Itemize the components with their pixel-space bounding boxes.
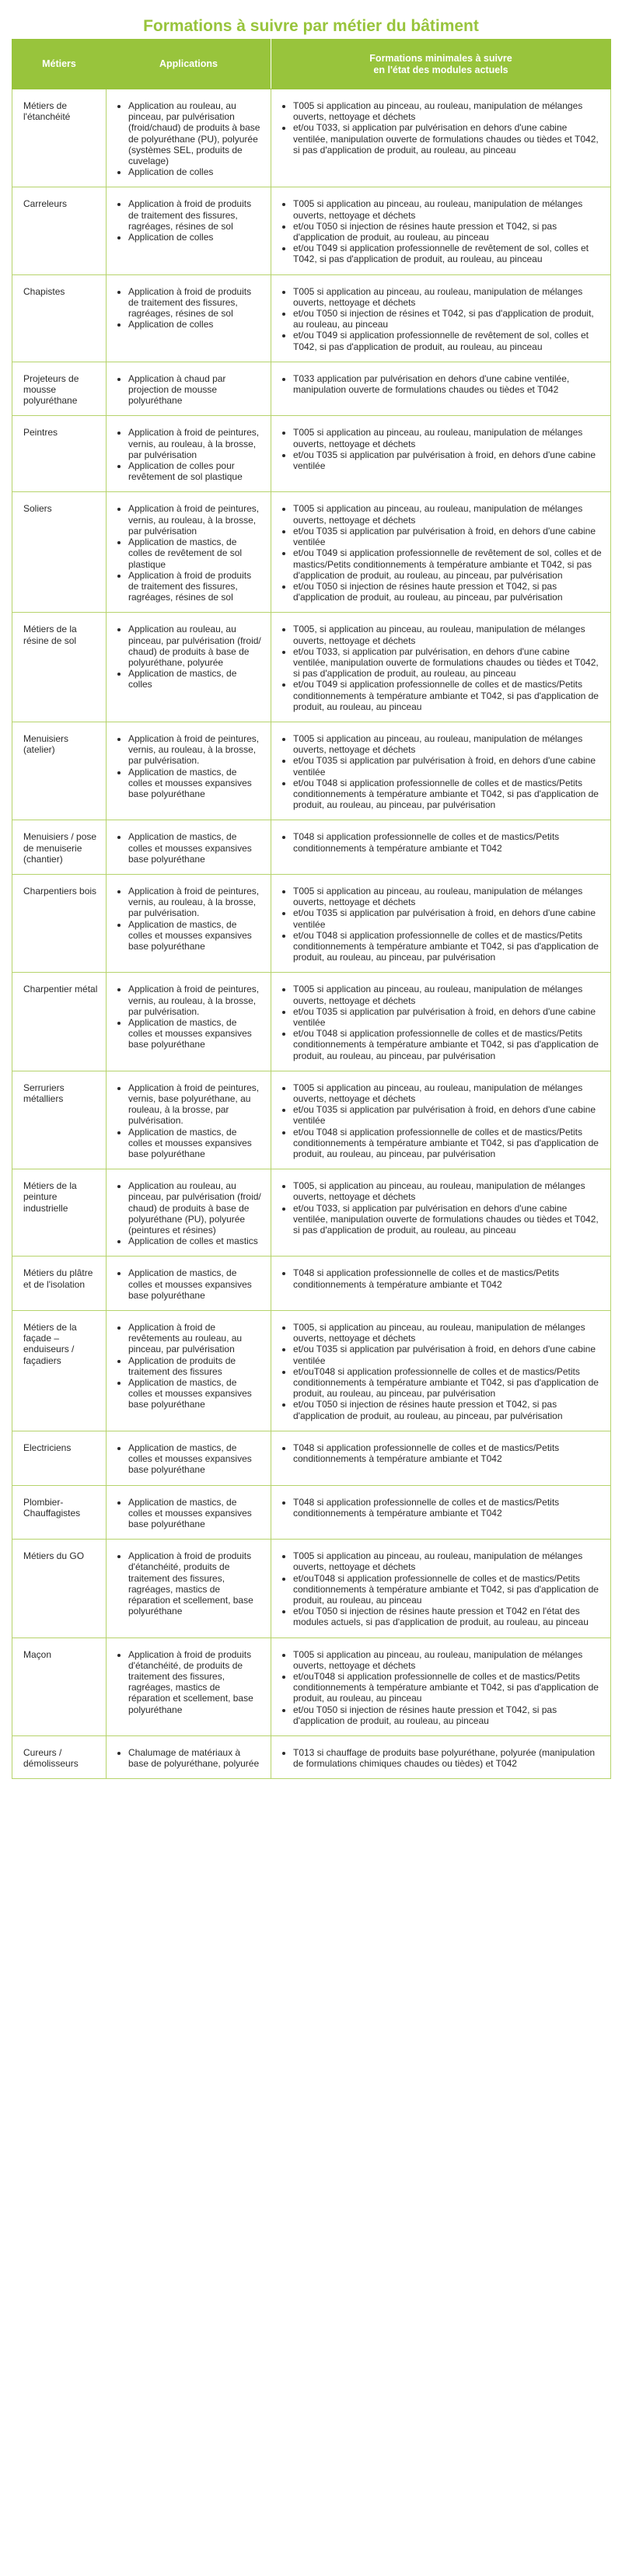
application-item: • Application de mastics, de colles et mousses expansives base polyuréthane bbox=[128, 1017, 263, 1050]
formations-cell bbox=[271, 820, 611, 875]
application-item: • Application de colles bbox=[128, 319, 263, 330]
applications-cell-list bbox=[116, 1747, 263, 1769]
application-item: • Application à froid de peintures, vernis, au rouleau, à la brosse, par pulvérisation bbox=[128, 427, 263, 460]
table-row bbox=[12, 416, 611, 492]
application-item: • Application à froid de peintures, vernis, base polyuréthane, au rouleau, à la brosse, par pulvérisation. bbox=[128, 1082, 263, 1127]
applications-cell-list bbox=[116, 886, 263, 952]
application-item: • Application de colles bbox=[128, 166, 263, 177]
metier-cell: Peintres bbox=[12, 416, 107, 492]
formation-item: • T005 si application au pinceau, au rouleau, manipulation de mélanges ouverts, nettoyage et déchets bbox=[293, 100, 603, 122]
application-item: • Application de produits de traitement des fissures bbox=[128, 1355, 263, 1377]
metier-cell: Serruriers métalliers bbox=[12, 1071, 107, 1169]
metier-cell: Soliers bbox=[12, 492, 107, 613]
application-item: • Application au rouleau, au pinceau, par pulvérisation (froid/ chaud) de produits à base de polyuréthane (PU), polyurée (peintures et résines) bbox=[128, 1180, 263, 1236]
metier-cell: Métiers de la peinture industrielle bbox=[12, 1169, 107, 1257]
formation-item: • T005 si application au pinceau, au rouleau, manipulation de mélanges ouverts, nettoyage et déchets bbox=[293, 1550, 603, 1572]
formation-item: • et/ou T048 si application professionnelle de colles et de mastics/Petits conditionnements à température ambiante et T042, si pas d'application de produit, au rouleau, au pinceau, par pulvérisation bbox=[293, 778, 603, 811]
applications-cell-list bbox=[116, 286, 263, 330]
metier-cell: Métiers de la résine de sol bbox=[12, 613, 107, 722]
formation-item: • et/ou T035 si application par pulvérisation à froid, en dehors d'une cabine ventilée bbox=[293, 449, 603, 471]
header-formations-line1: Formations minimales à suivre bbox=[369, 52, 512, 64]
formation-item: • T005 si application au pinceau, au rouleau, manipulation de mélanges ouverts, nettoyage et déchets bbox=[293, 1649, 603, 1671]
formation-item: • T048 si application professionnelle de colles et de mastics/Petits conditionnements à température ambiante et T042 bbox=[293, 1497, 603, 1519]
application-item: • Application de colles pour revêtement de sol plastique bbox=[128, 460, 263, 482]
formation-item: • T005 si application au pinceau, au rouleau, manipulation de mélanges ouverts, nettoyage et déchets bbox=[293, 503, 603, 525]
application-item: • Application à froid de peintures, vernis, au rouleau, à la brosse, par pulvérisation. bbox=[128, 886, 263, 919]
formation-item: • et/ou T049 si application professionnelle de colles et de mastics/Petits conditionnements à température ambiante et T042, si pas d'application de produit, au rouleau, au pinceau bbox=[293, 679, 603, 712]
formation-item: • et/ou T050 si injection de résines haute pression et T042, si pas d'application de produit, au rouleau, au pinceau bbox=[293, 1704, 603, 1726]
application-item: • Application à froid de peintures, vernis, au rouleau, à la brosse, par pulvérisation. bbox=[128, 733, 263, 767]
applications-cell-list bbox=[116, 1442, 263, 1476]
formations-cell-list bbox=[281, 1497, 603, 1519]
formations-cell-list bbox=[281, 1649, 603, 1726]
formation-item: • et/ou T035 si application par pulvérisation à froid, en dehors d'une cabine ventilée bbox=[293, 1104, 603, 1126]
formations-cell bbox=[271, 1431, 611, 1485]
applications-cell-list bbox=[116, 1082, 263, 1159]
formation-item: • et/ouT048 si application professionnelle de colles et de mastics/Petits conditionnements à température ambiante et T042, si pas d'application de produit, au rouleau, au pinceau bbox=[293, 1573, 603, 1606]
formations-cell-list bbox=[281, 831, 603, 853]
header-metiers: Métiers bbox=[12, 40, 107, 89]
applications-cell-list bbox=[116, 1267, 263, 1301]
formation-item: • et/ou T050 si injection de résines haute pression et T042, si pas d'application de produit, au rouleau, au pinceau, par pulvérisation bbox=[293, 1399, 603, 1421]
formation-item: • et/ou T050 si injection de résines haute pression et T042, si pas d'application de produit, au rouleau, au pinceau, par pulvérisation bbox=[293, 581, 603, 603]
formation-item: • T005 si application au pinceau, au rouleau, manipulation de mélanges ouverts, nettoyage et déchets bbox=[293, 984, 603, 1005]
formations-cell bbox=[271, 492, 611, 613]
formations-cell-list bbox=[281, 1082, 603, 1159]
formation-item: • et/ou T048 si application professionnelle de colles et de mastics/Petits conditionnements à température ambiante et T042, si pas d'application de produit, au rouleau, au pinceau, par pulvérisation bbox=[293, 930, 603, 963]
table-row bbox=[12, 874, 611, 972]
applications-cell-list bbox=[116, 831, 263, 865]
formations-cell bbox=[271, 1638, 611, 1735]
formations-cell-list bbox=[281, 1550, 603, 1627]
formations-cell-list bbox=[281, 427, 603, 471]
applications-cell-list bbox=[116, 1550, 263, 1617]
formations-cell-list bbox=[281, 984, 603, 1061]
applications-cell-list bbox=[116, 1497, 263, 1530]
application-item: • Application de mastics, de colles et mousses expansives base polyuréthane bbox=[128, 767, 263, 800]
formations-cell-list bbox=[281, 733, 603, 810]
table-body bbox=[12, 89, 611, 1779]
table-row bbox=[12, 722, 611, 820]
application-item: • Application de mastics, de colles et mousses expansives base polyuréthane bbox=[128, 831, 263, 865]
formation-item: • T005 si application au pinceau, au rouleau, manipulation de mélanges ouverts, nettoyage et déchets bbox=[293, 286, 603, 308]
formation-item: • T005 si application au pinceau, au rouleau, manipulation de mélanges ouverts, nettoyage et déchets bbox=[293, 1082, 603, 1104]
formations-cell bbox=[271, 1735, 611, 1778]
applications-cell bbox=[107, 1638, 271, 1735]
metier-cell: Métiers de la façade – enduiseurs / façadiers bbox=[12, 1311, 107, 1431]
table-row bbox=[12, 1485, 611, 1540]
applications-cell bbox=[107, 89, 271, 187]
formation-item: • T005 si application au pinceau, au rouleau, manipulation de mélanges ouverts, nettoyage et déchets bbox=[293, 886, 603, 907]
formations-cell bbox=[271, 973, 611, 1071]
formation-item: • T048 si application professionnelle de colles et de mastics/Petits conditionnements à température ambiante et T042 bbox=[293, 1442, 603, 1464]
formation-item: • T005 si application au pinceau, au rouleau, manipulation de mélanges ouverts, nettoyage et déchets bbox=[293, 427, 603, 449]
formations-cell bbox=[271, 1071, 611, 1169]
formations-cell-list bbox=[281, 624, 603, 712]
table-row bbox=[12, 1071, 611, 1169]
metier-cell: Métiers du GO bbox=[12, 1540, 107, 1638]
formation-item: • T005 si application au pinceau, au rouleau, manipulation de mélanges ouverts, nettoyage et déchets bbox=[293, 198, 603, 220]
formations-cell-list bbox=[281, 1322, 603, 1421]
formations-cell bbox=[271, 274, 611, 362]
formations-cell-list bbox=[281, 1747, 603, 1769]
formations-cell-list bbox=[281, 286, 603, 352]
application-item: • Application à froid de produits d'étanchéité, produits de traitement des fissures, ragréages, mastics de réparation et scellement, base polyuréthane bbox=[128, 1550, 263, 1617]
formation-item: • et/ou T035 si application par pulvérisation à froid, en dehors d'une cabine ventilée bbox=[293, 755, 603, 777]
applications-cell-list bbox=[116, 373, 263, 407]
formations-cell-list bbox=[281, 198, 603, 264]
metier-cell: Métiers de l'étanchéité bbox=[12, 89, 107, 187]
table-row bbox=[12, 973, 611, 1071]
formations-table bbox=[12, 39, 611, 1779]
applications-cell-list bbox=[116, 1649, 263, 1715]
applications-cell bbox=[107, 416, 271, 492]
applications-cell-list bbox=[116, 984, 263, 1050]
table-row bbox=[12, 1540, 611, 1638]
formations-cell bbox=[271, 1311, 611, 1431]
formation-item: • et/ou T049 si application professionnelle de revêtement de sol, colles et T042, si pas d'application de produit, au rouleau, au pinceau bbox=[293, 330, 603, 351]
formations-cell-list bbox=[281, 373, 603, 395]
application-item: • Application au rouleau, au pinceau, par pulvérisation (froid/ chaud) de produits à base de polyuréthane, polyurée bbox=[128, 624, 263, 668]
application-item: • Application de mastics, de colles de revêtement de sol plastique bbox=[128, 537, 263, 570]
application-item: • Application de mastics, de colles et mousses expansives base polyuréthane bbox=[128, 919, 263, 952]
applications-cell bbox=[107, 1431, 271, 1485]
applications-cell bbox=[107, 820, 271, 875]
page bbox=[12, 0, 610, 1779]
application-item: • Application à froid de revêtements au rouleau, au pinceau, par pulvérisation bbox=[128, 1322, 263, 1355]
applications-cell bbox=[107, 274, 271, 362]
applications-cell bbox=[107, 1540, 271, 1638]
metier-cell: Plombier-Chauffagistes bbox=[12, 1485, 107, 1540]
formations-cell bbox=[271, 362, 611, 416]
formations-cell-list bbox=[281, 886, 603, 963]
application-item: • Chalumage de matériaux à base de polyuréthane, polyurée bbox=[128, 1747, 263, 1769]
applications-cell-list bbox=[116, 733, 263, 799]
table-row bbox=[12, 187, 611, 274]
applications-cell-list bbox=[116, 1180, 263, 1246]
header-formations-line2: en l'état des modules actuels bbox=[373, 64, 508, 75]
metier-cell: Menuisiers (atelier) bbox=[12, 722, 107, 820]
formation-item: • et/ou T035 si application par pulvérisation à froid, en dehors d'une cabine ventilée bbox=[293, 1344, 603, 1365]
formations-cell bbox=[271, 89, 611, 187]
formation-item: • T005 si application au pinceau, au rouleau, manipulation de mélanges ouverts, nettoyage et déchets bbox=[293, 733, 603, 755]
metier-cell: Maçon bbox=[12, 1638, 107, 1735]
metier-cell: Cureurs / démolisseurs bbox=[12, 1735, 107, 1778]
formations-cell bbox=[271, 1169, 611, 1257]
table-row bbox=[12, 362, 611, 416]
formation-item: • T013 si chauffage de produits base polyuréthane, polyurée (manipulation de formulations chimiques chaudes ou tièdes) et T042 bbox=[293, 1747, 603, 1769]
application-item: • Application à froid de produits de traitement des fissures, ragréages, résines de sol bbox=[128, 286, 263, 320]
formations-cell bbox=[271, 874, 611, 972]
application-item: • Application de mastics, de colles et mousses expansives base polyuréthane bbox=[128, 1127, 263, 1160]
applications-cell bbox=[107, 1311, 271, 1431]
applications-cell bbox=[107, 874, 271, 972]
applications-cell-list bbox=[116, 1322, 263, 1410]
formation-item: • et/ou T033, si application par pulvérisation en dehors d'une cabine ventilée, manipulation ouverte de formulations chaudes ou tièdes et T042, si pas d'application de produit, au rouleau, au pinceau bbox=[293, 122, 603, 156]
applications-cell bbox=[107, 187, 271, 274]
applications-cell-list bbox=[116, 624, 263, 690]
application-item: • Application de mastics, de colles bbox=[128, 668, 263, 690]
applications-cell-list bbox=[116, 427, 263, 482]
formations-cell bbox=[271, 1540, 611, 1638]
application-item: • Application au rouleau, au pinceau, par pulvérisation (froid/chaud) de produits à base de polyuréthane (PU), polyurée (systèmes SEL, produits de cuvelage) bbox=[128, 100, 263, 166]
formation-item: • et/ou T050 si injection de résines et T042, si pas d'application de produit, au rouleau, au pinceau bbox=[293, 308, 603, 330]
table-row bbox=[12, 492, 611, 613]
table-row bbox=[12, 1638, 611, 1735]
applications-cell-list bbox=[116, 503, 263, 603]
application-item: • Application de mastics, de colles et mousses expansives base polyuréthane bbox=[128, 1377, 263, 1410]
metier-cell: Charpentier métal bbox=[12, 973, 107, 1071]
header-row bbox=[12, 40, 611, 89]
formations-cell-list bbox=[281, 503, 603, 603]
page-title: Formations à suivre par métier du bâtiment bbox=[143, 17, 479, 35]
formation-item: • et/ouT048 si application professionnelle de colles et de mastics/Petits conditionnements à température ambiante et T042, si pas d'application de produit, au rouleau, au pinceau bbox=[293, 1671, 603, 1704]
metier-cell: Chapistes bbox=[12, 274, 107, 362]
application-item: • Application à chaud par projection de mousse polyuréthane bbox=[128, 373, 263, 407]
applications-cell bbox=[107, 362, 271, 416]
formation-item: • et/ou T035 si application par pulvérisation à froid, en dehors d'une cabine ventilée bbox=[293, 907, 603, 929]
applications-cell bbox=[107, 1169, 271, 1257]
table-row bbox=[12, 1169, 611, 1257]
table-row bbox=[12, 1257, 611, 1311]
metier-cell: Menuisiers / pose de menuiserie (chantier) bbox=[12, 820, 107, 875]
metier-cell: Electriciens bbox=[12, 1431, 107, 1485]
formations-cell bbox=[271, 416, 611, 492]
application-item: • Application à froid de produits d'étanchéité, de produits de traitement des fissures, ragréages, mastics de réparation et scellement, base polyuréthane bbox=[128, 1649, 263, 1715]
application-item: • Application à froid de produits de traitement des fissures, ragréages, résines de sol bbox=[128, 570, 263, 603]
applications-cell bbox=[107, 1735, 271, 1778]
applications-cell-list bbox=[116, 198, 263, 243]
table-row bbox=[12, 1735, 611, 1778]
formations-cell bbox=[271, 1485, 611, 1540]
header-formations bbox=[271, 40, 611, 89]
formations-cell-list bbox=[281, 1442, 603, 1464]
applications-cell bbox=[107, 1071, 271, 1169]
formation-item: • T005, si application au pinceau, au rouleau, manipulation de mélanges ouverts, nettoyage et déchets bbox=[293, 1322, 603, 1344]
application-item: • Application de colles bbox=[128, 232, 263, 243]
application-item: • Application de mastics, de colles et mousses expansives base polyuréthane bbox=[128, 1442, 263, 1476]
applications-cell bbox=[107, 1257, 271, 1311]
header-applications: Applications bbox=[107, 40, 271, 89]
application-item: • Application de colles et mastics bbox=[128, 1236, 263, 1246]
formation-item: • T033 application par pulvérisation en dehors d'une cabine ventilée, manipulation ouverte de formulations chaudes ou tièdes et T042 bbox=[293, 373, 603, 395]
table-row bbox=[12, 820, 611, 875]
applications-cell-list bbox=[116, 100, 263, 177]
applications-cell bbox=[107, 492, 271, 613]
formation-item: • et/ou T033, si application par pulvérisation, en dehors d'une cabine ventilée, manipulation ouverte de formulations chaudes ou tièdes et T042, si pas d'application de produit, au rouleau, au pinceau bbox=[293, 646, 603, 680]
formations-cell-list bbox=[281, 100, 603, 156]
formation-item: • T048 si application professionnelle de colles et de mastics/Petits conditionnements à température ambiante et T042 bbox=[293, 1267, 603, 1289]
formation-item: • et/ou T048 si application professionnelle de colles et de mastics/Petits conditionnements à température ambiante et T042, si pas d'application de produit, au rouleau, au pinceau, par pulvérisation bbox=[293, 1127, 603, 1160]
application-item: • Application à froid de peintures, vernis, au rouleau, à la brosse, par pulvérisation. bbox=[128, 984, 263, 1017]
formation-item: • et/ou T050 si injection de résines haute pression et T042, si pas d'application de produit, au rouleau, au pinceau bbox=[293, 221, 603, 243]
table-row bbox=[12, 274, 611, 362]
formation-item: • et/ou T035 si application par pulvérisation à froid, en dehors d'une cabine ventilée bbox=[293, 1006, 603, 1028]
applications-cell bbox=[107, 613, 271, 722]
formations-cell-list bbox=[281, 1180, 603, 1236]
formation-item: • et/ou T050 si injection de résines haute pression et T042 en l'état des modules actuels, si pas d'application de produit, au rouleau, au pinceau bbox=[293, 1606, 603, 1627]
application-item: • Application de mastics, de colles et mousses expansives base polyuréthane bbox=[128, 1267, 263, 1301]
formations-cell bbox=[271, 722, 611, 820]
formations-cell-list bbox=[281, 1267, 603, 1289]
table-row bbox=[12, 89, 611, 187]
table-row bbox=[12, 613, 611, 722]
metier-cell: Projeteurs de mousse polyuréthane bbox=[12, 362, 107, 416]
formation-item: • T005, si application au pinceau, au rouleau, manipulation de mélanges ouverts, nettoyage et déchets bbox=[293, 1180, 603, 1202]
formation-item: • et/ou T048 si application professionnelle de colles et de mastics/Petits conditionnements à température ambiante et T042, si pas d'application de produit, au rouleau, au pinceau, par pulvérisation bbox=[293, 1028, 603, 1061]
formation-item: • et/ouT048 si application professionnelle de colles et de mastics/Petits conditionnements à température ambiante et T042, si pas d'application de produit, au rouleau, au pinceau, par pulvérisation bbox=[293, 1366, 603, 1400]
metier-cell: Métiers du plâtre et de l'isolation bbox=[12, 1257, 107, 1311]
metier-cell: Charpentiers bois bbox=[12, 874, 107, 972]
formation-item: • et/ou T049 si application professionnelle de revêtement de sol, colles et T042, si pas d'application de produit, au rouleau, au pinceau bbox=[293, 243, 603, 264]
formation-item: • T048 si application professionnelle de colles et de mastics/Petits conditionnements à température ambiante et T042 bbox=[293, 831, 603, 853]
table-row bbox=[12, 1431, 611, 1485]
application-item: • Application à froid de produits de traitement des fissures, ragréages, résines de sol bbox=[128, 198, 263, 232]
applications-cell bbox=[107, 973, 271, 1071]
table-row bbox=[12, 1311, 611, 1431]
formation-item: • T005, si application au pinceau, au rouleau, manipulation de mélanges ouverts, nettoyage et déchets bbox=[293, 624, 603, 645]
metier-cell: Carreleurs bbox=[12, 187, 107, 274]
application-item: • Application de mastics, de colles et mousses expansives base polyuréthane bbox=[128, 1497, 263, 1530]
formations-cell bbox=[271, 187, 611, 274]
application-item: • Application à froid de peintures, vernis, au rouleau, à la brosse, par pulvérisation bbox=[128, 503, 263, 537]
formations-cell bbox=[271, 613, 611, 722]
table-header bbox=[12, 40, 611, 89]
applications-cell bbox=[107, 1485, 271, 1540]
applications-cell bbox=[107, 722, 271, 820]
formations-cell bbox=[271, 1257, 611, 1311]
formation-item: • et/ou T033, si application par pulvérisation en dehors d'une cabine ventilée, manipulation ouverte de formulations chaudes ou tièdes et T042, si pas d'application de produit, au rouleau, au pinceau bbox=[293, 1203, 603, 1236]
formation-item: • et/ou T049 si application professionnelle de revêtement de sol, colles et de mastics/Petits conditionnements à température ambiante et T042, si pas d'application de produit, au rouleau, au pinceau, par pulvérisation bbox=[293, 547, 603, 581]
formation-item: • et/ou T035 si application par pulvérisation à froid, en dehors d'une cabine ventilée bbox=[293, 526, 603, 547]
